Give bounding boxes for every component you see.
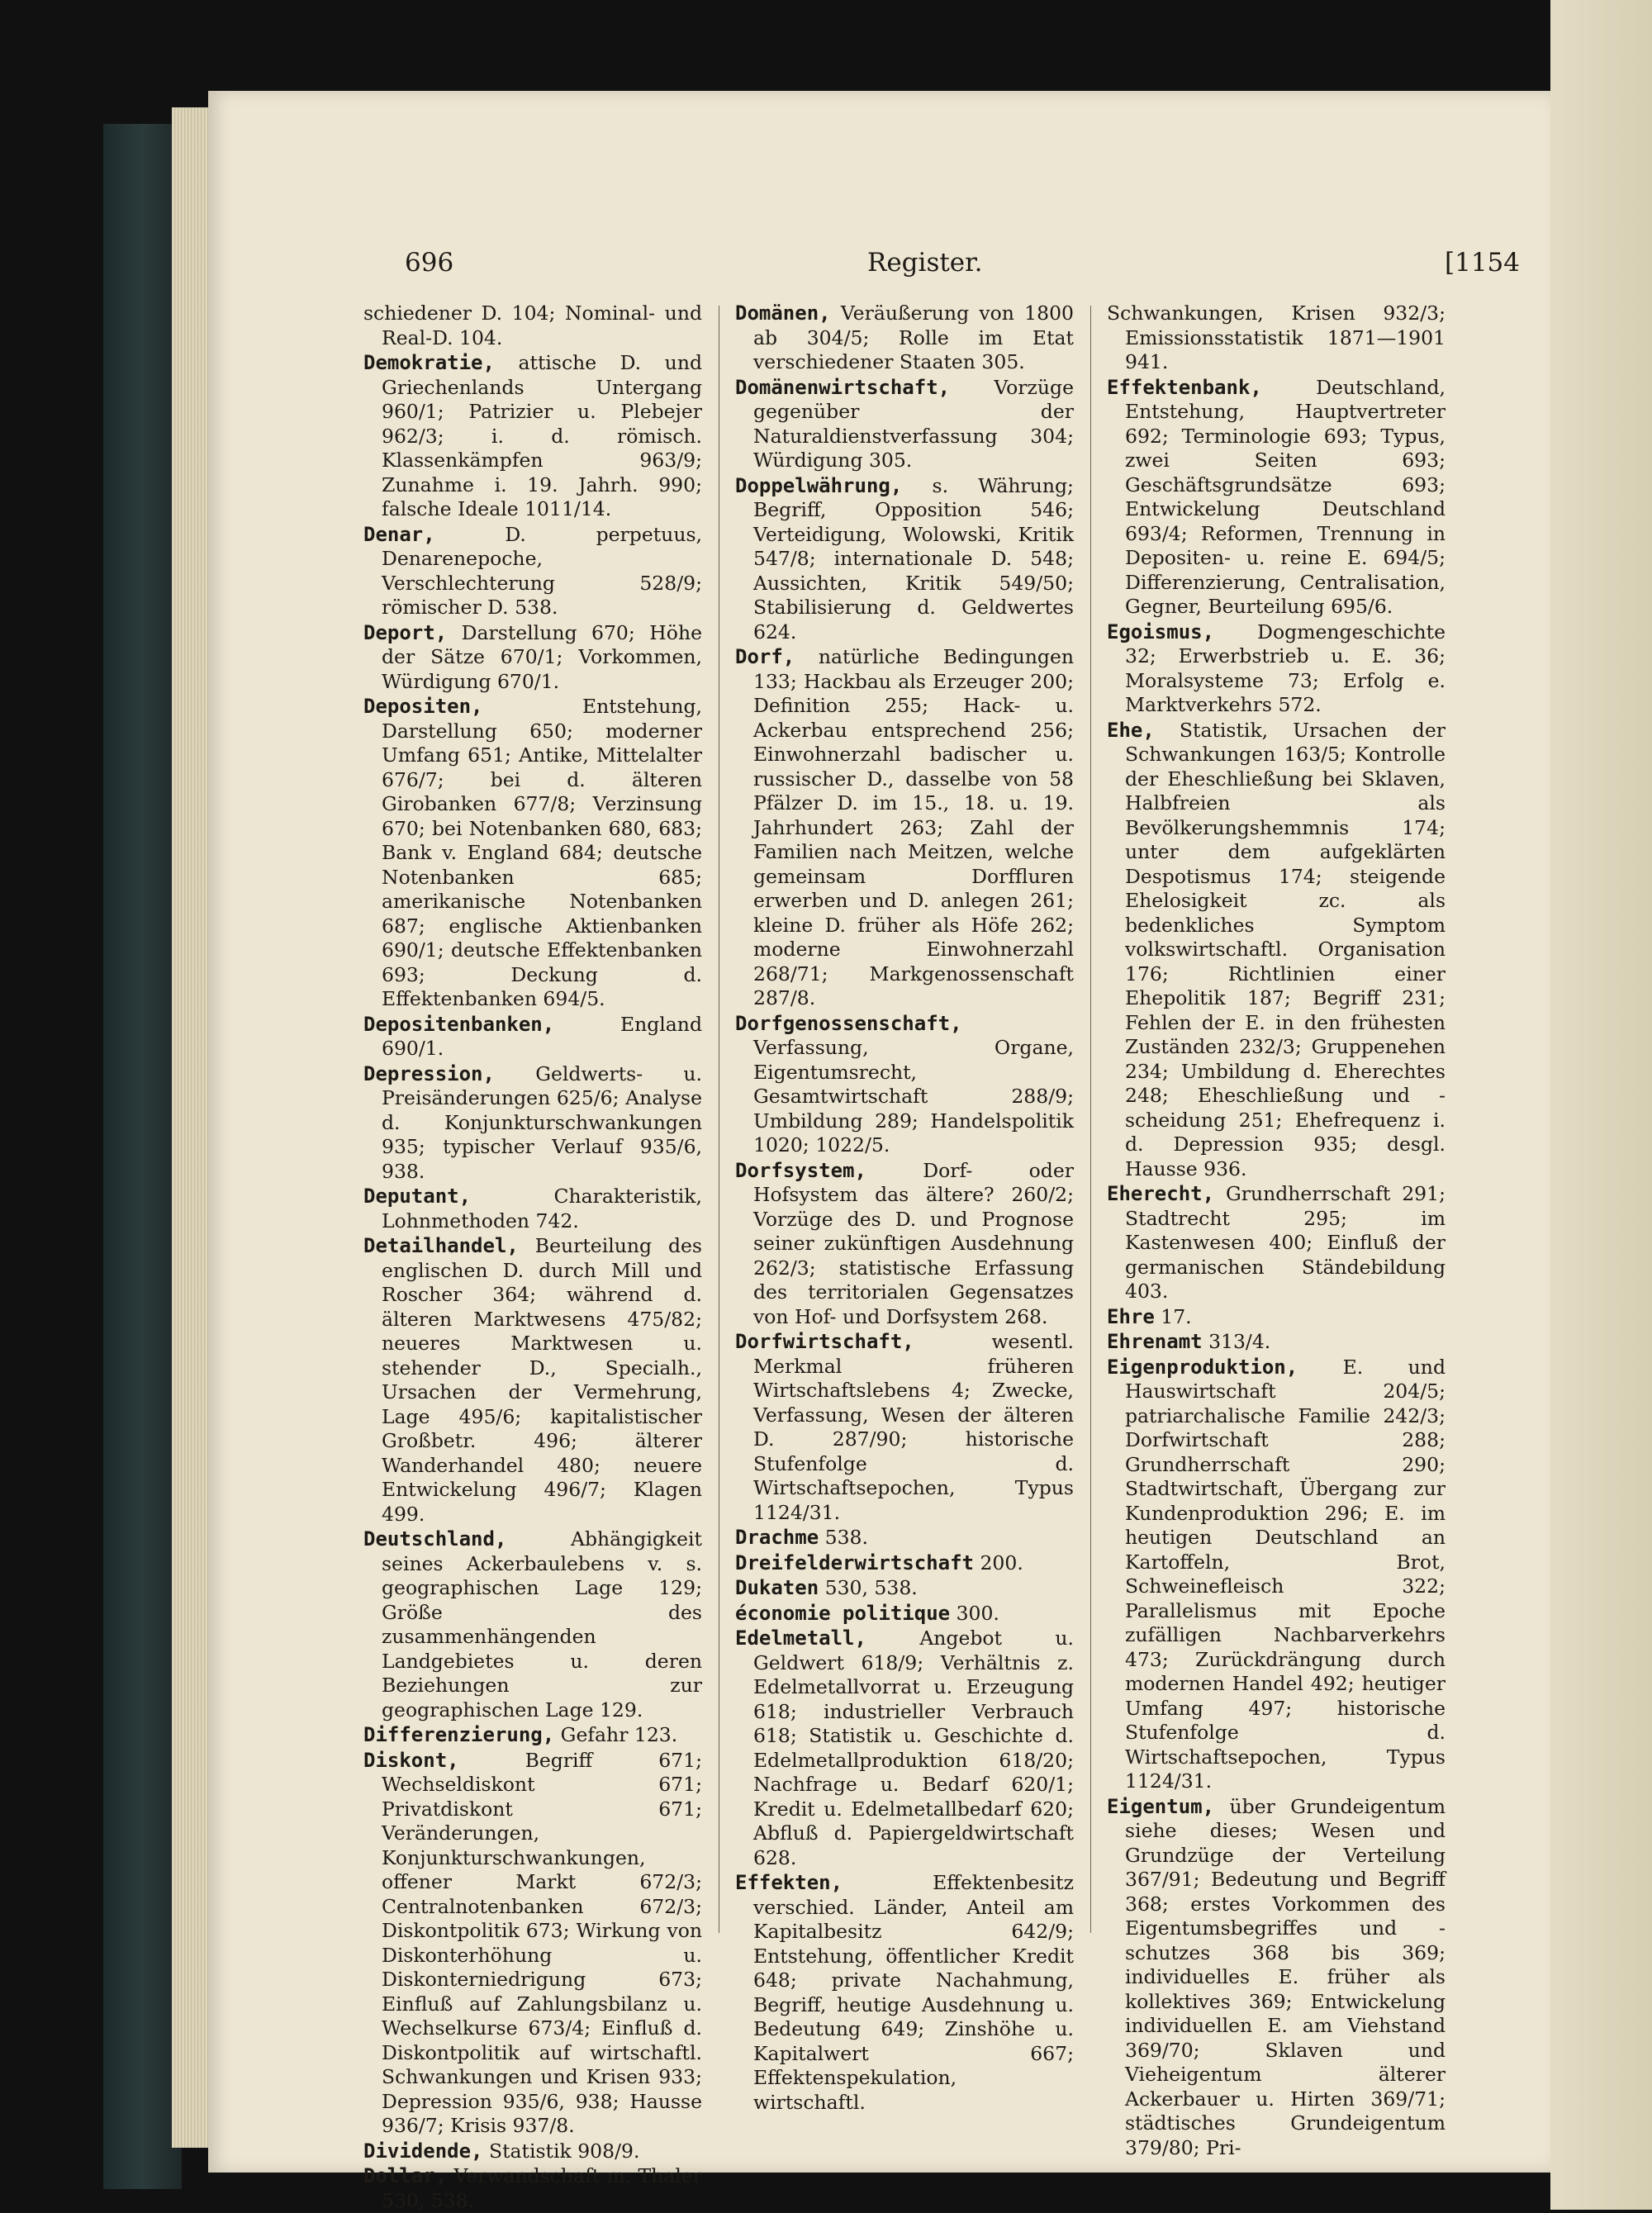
entry-headword: Dorfwirtschaft, bbox=[735, 1330, 914, 1353]
entry-text: Angebot u. Geldwert 618/9; Verhältnis z. Edelmetallvorrat u. Erzeugung 618; industrieller Verbrauch 618; Statistik u. Geschichte d. Edelmetallproduktion 618/20; Nachfrage u. Bedarf 620/1; Kredit u. Edelmetallbedarf 620; Abfluß d. Papiergeldwirtschaft 628. bbox=[753, 1627, 1074, 1869]
entry-headword: Depositen, bbox=[363, 695, 483, 718]
entry-text: Grundherrschaft 291; Stadtrecht 295; im Kastenwesen 400; Einfluß der germanischen Ständebildung 403. bbox=[1125, 1182, 1446, 1303]
entry-text: Veräußerung von 1800 ab 304/5; Rolle im Etat verschiedener Staaten 305. bbox=[753, 302, 1074, 373]
entry-text: Abhängigkeit seines Ackerbaulebens v. s. geographischen Lage 129; Größe des zusammenhängenden Landgebietes u. deren Beziehungen zur geographischen Lage 129. bbox=[382, 1527, 702, 1721]
entry-text: Entstehung, Darstellung 650; moderner Umfang 651; Antike, Mittelalter 676/7; bei d. älteren Girobanken 677/8; Verzinsung 670; bei Notenbanken 680, 683; Bank v. England 684; deutsche Notenbanken 685; amerikanische Notenbanken 687; englische Aktienbanken 690/1; deutsche Effektenbanken 693; Deckung d. Effektenbanken 694/5. bbox=[382, 695, 702, 1010]
page-title: Register. bbox=[867, 248, 983, 278]
entry-headword: Deport, bbox=[363, 620, 448, 644]
entry-headword: Eigenproduktion, bbox=[1107, 1355, 1298, 1379]
entry-headword: Differenzierung, bbox=[363, 1723, 555, 1746]
entry-headword: Diskont, bbox=[363, 1748, 459, 1772]
entry-headword: Effektenbank, bbox=[1107, 375, 1262, 399]
entry-text: Deutschland, Entstehung, Hauptvertreter 692; Terminologie 693; Typus, zwei Seiten 693; Geschäftsgrundsätze 693; Entwickelung Deutschland 693/4; Reformen, Trennung in Depositen- u. reine E. 694/5; Differenzierung, Centralisation, Gegner, Beurteilung 695/6. bbox=[1125, 375, 1446, 618]
index-entry bbox=[735, 474, 1074, 645]
index-entry bbox=[1107, 1182, 1446, 1304]
index-entry bbox=[735, 1871, 1074, 2115]
index-entry bbox=[1107, 376, 1446, 620]
entry-text: Schwankungen, Krisen 932/3; Emissionsstatistik 1871—1901 941. bbox=[1107, 302, 1446, 373]
page-header bbox=[405, 248, 1520, 289]
entry-headword: Deputant, bbox=[363, 1185, 472, 1208]
entry-headword: Dorf, bbox=[735, 645, 795, 668]
index-entry bbox=[735, 1627, 1074, 1870]
index-entry bbox=[1107, 719, 1446, 1182]
entry-headword: Dividende, bbox=[363, 2139, 483, 2163]
entry-text: schiedener D. 104; Nominal- und Real-D. 104. bbox=[363, 302, 702, 349]
entry-text: E. und Hauswirtschaft 204/5; patriarchalische Familie 242/3; Dorfwirtschaft 288; Grundherrschaft 290; Stadtwirtschaft, Übergang zur Kundenproduktion 296; E. im heutigen Deutschland an Kartoffeln, Brot, Schweinefleisch 322; Parallelismus mit Epoche zufälligen Nachbarverkehrs 473; Zurückdrängung durch modernen Handel 492; heutiger Umfang 497; historische Stufenfolge d. Wirtschaftsepochen, Typus 1124/31. bbox=[1125, 1355, 1446, 1793]
index-entry bbox=[363, 2139, 702, 2164]
index-entry bbox=[735, 376, 1074, 473]
entry-text: Geldwerts- u. Preisänderungen 625/6; Analyse d. Konjunkturschwankungen 935; typischer Verlauf 935/6, 938. bbox=[382, 1061, 702, 1183]
entry-headword: Deutschland, bbox=[363, 1527, 507, 1551]
entry-text: s. Währung; Begriff, Opposition 546; Verteidigung, Wolowski, Kritik 547/8; internationale D. 548; Aussichten, Kritik 549/50; Stabilisierung d. Geldwertes 624. bbox=[753, 473, 1074, 643]
index-entry bbox=[1107, 1305, 1446, 1330]
page-number: 696 bbox=[405, 248, 454, 278]
book-cover bbox=[103, 124, 182, 2189]
column-rule-2 bbox=[1090, 306, 1091, 1933]
entry-headword: Dorfgenossenschaft, bbox=[735, 1011, 962, 1035]
index-column-1 bbox=[363, 302, 702, 2212]
entry-text: 530, 538. bbox=[824, 1576, 918, 1599]
entry-headword: Dreifelderwirtschaft bbox=[735, 1551, 974, 1574]
entry-headword: Egoismus, bbox=[1107, 620, 1215, 643]
entry-text: natürliche Bedingungen 133; Hackbau als Erzeuger 200; Definition 255; Hack- u. Ackerbau entsprechend 256; Einwohnerzahl badischer u. russischer D., dasselbe von 58 Pfälzer D. im 15., 18. u. 19. Jahrhundert 263; Zahl der Familien nach Meitzen, welche gemeinsam Dorffluren erwerben und D. anlegen 261; kleine D. früher als Höfe 262; moderne Einwohnerzahl 268/71; Markgenossenschaft 287/8. bbox=[753, 645, 1074, 1009]
entry-text: Charakteristik, Lohnmethoden 742. bbox=[382, 1185, 702, 1232]
entry-text: wesentl. Merkmal früheren Wirtschaftslebens 4; Zwecke, Verfassung, Wesen der älteren D. 287/90; historische Stufenfolge d. Wirtschaftsepochen, Typus 1124/31. bbox=[753, 1330, 1074, 1524]
index-entry bbox=[735, 645, 1074, 1011]
index-entry bbox=[363, 1527, 702, 1722]
entry-headword: Dorfsystem, bbox=[735, 1158, 866, 1182]
entry-headword: Demokratie, bbox=[363, 351, 495, 374]
entry-headword: Ehre bbox=[1107, 1304, 1155, 1328]
index-entry bbox=[735, 1576, 1074, 1601]
index-entry bbox=[363, 302, 702, 350]
index-column-2 bbox=[735, 302, 1074, 2193]
entry-headword: Denar, bbox=[363, 522, 435, 546]
entry-headword: Ehe, bbox=[1107, 718, 1155, 742]
sheet-number: [1154 bbox=[1445, 248, 1520, 278]
index-entry bbox=[1107, 1795, 1446, 2161]
entry-text: Effektenbesitz verschied. Länder, Anteil am Kapitalbesitz 642/9; Entstehung, öffentlicher Kredit 648; private Nachahmung, Begriff, heutige Ausdehnung u. Bedeutung 649; Zinshöhe u. Kapitalwert 667; Effektenspekulation, wirtschaftl. bbox=[753, 1871, 1074, 2114]
entry-headword: Detailhandel, bbox=[363, 1234, 519, 1257]
index-entry bbox=[735, 1551, 1074, 1576]
entry-text: Vorzüge gegenüber der Naturaldienstverfassung 304; Würdigung 305. bbox=[753, 375, 1074, 472]
entry-headword: Domänenwirtschaft, bbox=[735, 375, 951, 399]
index-entry bbox=[363, 523, 702, 620]
entry-text: über Grundeigentum siehe dieses; Wesen und Grundzüge der Verteilung 367/91; Bedeutung und Begriff 368; erstes Vorkommen des Eigentumsbegriffes und -schutzes 368 bis 369; individuelles E. früher als kollektives 369; Entwickelung individuellen E. am Viehstand 369/70; Sklaven und Vieheigentum älterer Ackerbauer u. Hirten 369/71; städtisches Grundeigentum 379/80; Pri- bbox=[1125, 1794, 1446, 2159]
index-entry bbox=[363, 1749, 702, 2139]
index-entry bbox=[363, 2164, 702, 2213]
entry-text: 300. bbox=[956, 1601, 999, 1625]
entry-text: Statistik, Ursachen der Schwankungen 163/5; Kontrolle der Eheschließung bei Sklaven, Halbfreien als Bevölkerungshemmnis 174; unter dem aufgeklärten Despotismus 174; steigende Ehelosigkeit zc. als bedenkliches Symptom volkswirtschaftl. Organisation 176; Richtlinien einer Ehepolitik 187; Begriff 231; Fehlen der E. in den frühesten Zuständen 232/3; Gruppenehen 234; Umbildung d. Eherechtes 248; Eheschließung und -scheidung 251; Ehefrequenz i. d. Depression 935; desgl. Hausse 936. bbox=[1125, 718, 1446, 1180]
entry-headword: Edelmetall, bbox=[735, 1627, 866, 1650]
entry-text: 200. bbox=[980, 1551, 1023, 1574]
index-entry bbox=[363, 1234, 702, 1527]
index-entry bbox=[735, 1602, 1074, 1627]
entry-headword: Effekten, bbox=[735, 1871, 843, 1894]
index-entry bbox=[1107, 620, 1446, 718]
entry-text: Begriff 671; Wechseldiskont 671; Privatdiskont 671; Veränderungen, Konjunkturschwankungen, offener Markt 672/3; Centralnotenbanken 672/3; Diskontpolitik 673; Wirkung von Diskonterhöhung u. Diskonterniedrigung 673; Einfluß auf Zahlungsbilanz u. Wechselkurse 673/4; Einfluß d. Diskontpolitik auf wirtschaftl. Schwankungen und Krisen 933; Depression 935/6, 938; Hausse 936/7; Krisis 937/8. bbox=[382, 1748, 702, 2137]
entry-text: England 690/1. bbox=[382, 1012, 702, 1060]
entry-headword: Eherecht, bbox=[1107, 1182, 1215, 1205]
index-entry bbox=[1107, 302, 1446, 375]
index-entry bbox=[363, 695, 702, 1012]
entry-text: Dogmengeschichte 32; Erwerbstrieb u. E. 36; Moralsysteme 73; Erfolg e. Marktverkehrs 572. bbox=[1125, 620, 1446, 716]
entry-headword: économie politique bbox=[735, 1601, 951, 1625]
entry-headword: Dollar, bbox=[363, 2164, 448, 2187]
index-entry bbox=[363, 1013, 702, 1061]
entry-text: attische D. und Griechenlands Untergang 960/1; Patrizier u. Plebejer 962/3; i. d. römisch. Klassenkämpfen 963/9; Zunahme i. 19. Jahrh. 990; falsche Ideale 1011/14. bbox=[382, 351, 702, 520]
index-entry bbox=[363, 1062, 702, 1185]
entry-headword: Depression, bbox=[363, 1061, 495, 1085]
index-entry bbox=[735, 1159, 1074, 1330]
entry-text: D. perpetuus, Denarenepoche, Verschlechterung 528/9; römischer D. 538. bbox=[382, 522, 702, 619]
index-entry bbox=[363, 1185, 702, 1233]
entry-headword: Drachme bbox=[735, 1526, 819, 1549]
entry-headword: Domänen, bbox=[735, 302, 831, 325]
index-entry bbox=[735, 302, 1074, 375]
entry-headword: Dukaten bbox=[735, 1576, 819, 1599]
entry-text: 313/4. bbox=[1208, 1330, 1271, 1353]
entry-text: Verfassung, Organe, Eigentumsrecht, Gesamtwirtschaft 288/9; Umbildung 289; Handelspolitik 1020; 1022/5. bbox=[753, 1036, 1074, 1156]
index-entry bbox=[735, 1012, 1074, 1158]
entry-text: 17. bbox=[1161, 1304, 1192, 1328]
entry-text: Statistik 908/9. bbox=[488, 2139, 640, 2163]
index-entry bbox=[735, 1526, 1074, 1551]
entry-headword: Depositenbanken, bbox=[363, 1012, 555, 1036]
index-column-3 bbox=[1107, 302, 1446, 2193]
index-entry bbox=[363, 621, 702, 695]
entry-text: Verwandschaft m. Thaler 530, 538. bbox=[382, 2164, 702, 2212]
index-entry bbox=[735, 1330, 1074, 1525]
entry-headword: Eigentum, bbox=[1107, 1794, 1215, 1818]
entry-text: Darstellung 670; Höhe der Sätze 670/1; Vorkommen, Würdigung 670/1. bbox=[382, 620, 702, 693]
facing-page-edge bbox=[1550, 0, 1652, 2210]
index-entry bbox=[363, 351, 702, 522]
entry-headword: Ehrenamt bbox=[1107, 1330, 1203, 1353]
entry-text: Gefahr 123. bbox=[560, 1723, 678, 1746]
entry-text: Beurteilung des englischen D. durch Mill und Roscher 364; während d. älteren Marktwesens 475/82; neueres Marktwesen u. stehender D., Specialh., Ursachen der Vermehrung, Lage 495/6; kapitalistischer Großbetr. 496; älterer Wanderhandel 480; neuere Entwickelung 496/7; Klagen 499. bbox=[382, 1234, 702, 1526]
entry-text: 538. bbox=[824, 1526, 868, 1549]
index-entry bbox=[1107, 1330, 1446, 1355]
index-entry bbox=[363, 1723, 702, 1748]
entry-headword: Doppelwährung, bbox=[735, 473, 903, 497]
entry-text: Dorf- oder Hofsystem das ältere? 260/2; Vorzüge des D. und Prognose seiner zukünftigen Ausdehnung 262/3; statistische Erfassung des territorialen Gegensatzes von Hof- und Dorfsystem 268. bbox=[753, 1158, 1074, 1328]
index-entry bbox=[1107, 1356, 1446, 1794]
